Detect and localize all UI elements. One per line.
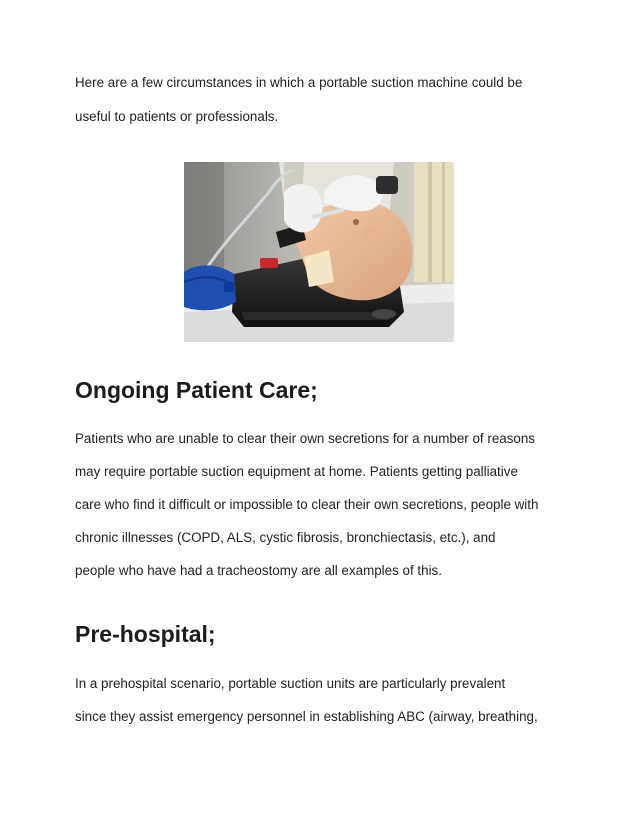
pre-hospital-heading: Pre-hospital; xyxy=(75,621,216,647)
ongoing-line-3: care who find it difficult or impossible to clear their own secretions, people with xyxy=(75,497,539,512)
suction-manikin-photo xyxy=(184,162,454,342)
pre-hospital-line-1: In a prehospital scenario, portable suction units are particularly prevalent xyxy=(75,676,506,691)
ongoing-line-4: chronic illnesses (COPD, ALS, cystic fibrosis, bronchiectasis, etc.), and xyxy=(75,530,496,545)
pre-hospital-line-2: since they assist emergency personnel in establishing ABC (airway, breathing, xyxy=(75,709,538,724)
intro-paragraph xyxy=(75,74,575,128)
pre-hospital-paragraph xyxy=(75,675,575,729)
ongoing-care-heading: Ongoing Patient Care; xyxy=(75,377,318,403)
intro-line-2: useful to patients or professionals. xyxy=(75,109,279,124)
intro-line-1: Here are a few circumstances in which a portable suction machine could be xyxy=(75,75,523,90)
ongoing-care-paragraph xyxy=(75,430,575,580)
ongoing-line-1: Patients who are unable to clear their own secretions for a number of reasons xyxy=(75,431,535,446)
ongoing-line-2: may require portable suction equipment at home. Patients getting palliative xyxy=(75,464,518,479)
ongoing-line-5: people who have had a tracheostomy are all examples of this. xyxy=(75,563,442,578)
